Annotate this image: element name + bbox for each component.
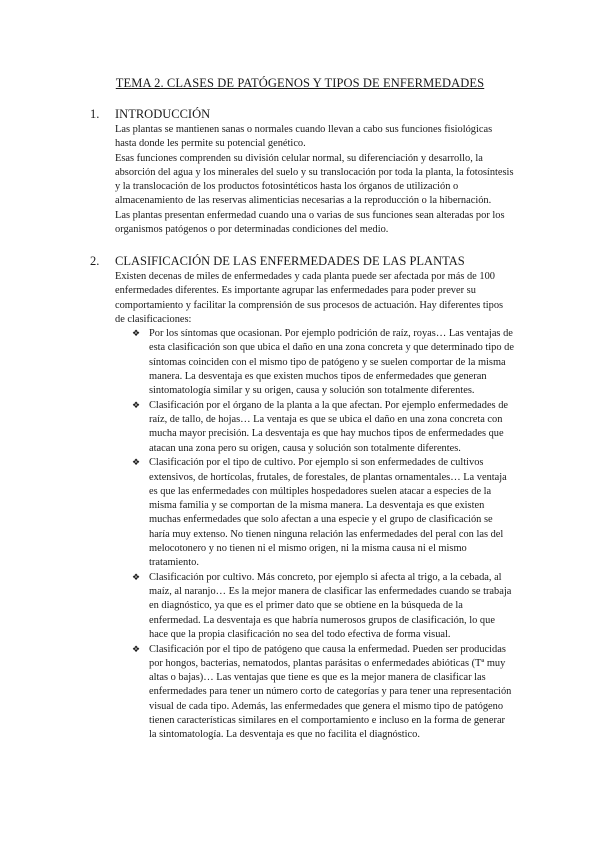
list-item xyxy=(132,571,515,642)
section-number: 2. xyxy=(90,254,100,268)
classification-list xyxy=(132,327,515,742)
list-item xyxy=(132,456,515,570)
section-body xyxy=(115,270,515,742)
paragraph: Las plantas presentan enfermedad cuando una o varias de sus funciones sean alteradas por los organismos patógenos o por determinadas condiciones del medio. xyxy=(115,209,505,235)
section-title: CLASIFICACIÓN DE LAS ENFERMEDADES DE LAS PLANTAS xyxy=(115,254,465,268)
list-item-text: Clasificación por cultivo. Más concreto, por ejemplo si afecta al trigo, a la cebada, al maíz, al naranjo… Es la mejor manera de clasificar las enfermedades cuando se trabaja en diagnóstico, ya que es el primer dato que se obtiene en la búsqueda de la enfermedad. La desventaja es que habría numerosos grupos de clasificación, lo que hace que la propia clasificación no sea del todo efectiva de forma visual. xyxy=(149,571,512,640)
diamond-bullet-icon: ❖ xyxy=(132,644,141,655)
section-title: INTRODUCCIÓN xyxy=(115,107,211,121)
list-item xyxy=(132,643,515,743)
list-item-text: Por los síntomas que ocasionan. Por ejemplo podrición de raíz, royas… Las ventajas de esta clasificación son que ubica el daño en una zona concreta y que determinado tipo de síntomas coinciden con el mismo tipo de patógeno y se suelen comportar de la misma manera. La desventaja es que existen muchos tipos de enfermedades que generan sintomatología similar y su origen, causa y solución son totalmente diferentes. xyxy=(149,328,514,396)
diamond-bullet-icon: ❖ xyxy=(132,458,141,469)
document-title: TEMA 2. CLASES DE PATÓGENOS Y TIPOS DE ENFERMEDADES xyxy=(115,76,485,90)
section-clasificacion xyxy=(90,254,515,743)
diamond-bullet-icon: ❖ xyxy=(132,572,141,583)
list-item-text: Clasificación por el tipo de cultivo. Por ejemplo si son enfermedades de cultivos extensivos, de hortícolas, frutales, de forestales, de plantas ornamentales… La ventaja es que las enfermedades con múltiples hospedadores suelen atacar a especies de la misma familia y se comportan de la misma manera. La desventaja es que existen muchas enfermedades que solo afectan a una especie y el grupo de clasificación se haría muy extenso. No tienen ninguna relación las enfermedades del peral con las del melocotonero y no tienen ni el mismo origen, ni la misma causa ni el mismo tratamiento. xyxy=(149,457,507,568)
section-introduccion xyxy=(90,107,515,237)
paragraph: Las plantas se mantienen sanas o normales cuando llevan a cabo sus funciones fisiológicas hasta donde les permite su potencial genético. xyxy=(115,124,493,150)
section-intro: Existen decenas de miles de enfermedades y cada planta puede ser afectada por más de 100 enfermedades diferentes. Es importante agrupar las enfermedades para poder prever su comportamiento y facilitar la comprensión de sus procesos de actuación. Hay diferentes tipos de clasificaciones: xyxy=(115,271,504,325)
section-heading xyxy=(90,254,515,269)
diamond-bullet-icon: ❖ xyxy=(132,400,141,411)
list-item-text: Clasificación por el órgano de la planta a la que afectan. Por ejemplo enfermedades de raíz, de tallo, de hojas… La ventaja es que se ubica el daño en una zona concreta con mucha mayor precisión. La desventaja es que hay muchos tipos de enfermedades que atacan una zona pero su origen, causa y solución son totalmente diferentes. xyxy=(149,399,508,454)
list-item xyxy=(132,399,515,456)
list-item xyxy=(132,327,515,398)
paragraph: Esas funciones comprenden su división celular normal, su diferenciación y desarrollo, la absorción del agua y los minerales del suelo y su translocación por toda la planta, la fotosíntesis y la translocación de los productos fotosintéticos hasta los órganos de utilización o almacenamiento de las reservas alimenticias necesarias a la reproducción o la hibernación. xyxy=(115,152,514,207)
diamond-bullet-icon: ❖ xyxy=(132,329,141,339)
list-item-text: Clasificación por el tipo de patógeno que causa la enfermedad. Pueden ser producidas por hongos, bacterias, nematodos, plantas parásitas o enfermedades abióticas (Tª muy altas o bajas)… Las ventajas que tiene es que es la mejor manera de clasificar las enfermedades para tener un número corto de categorías y para tener una representación visual de cada tipo. Además, las enfermedades que genera el mismo tipo de patógeno tienen características similares en el comportamiento e incluso en la forma de generar la sintomatología. La desventaja es que no facilita el diagnóstico. xyxy=(149,643,512,740)
section-body xyxy=(115,123,515,237)
section-heading xyxy=(90,107,515,122)
section-number: 1. xyxy=(90,107,100,121)
